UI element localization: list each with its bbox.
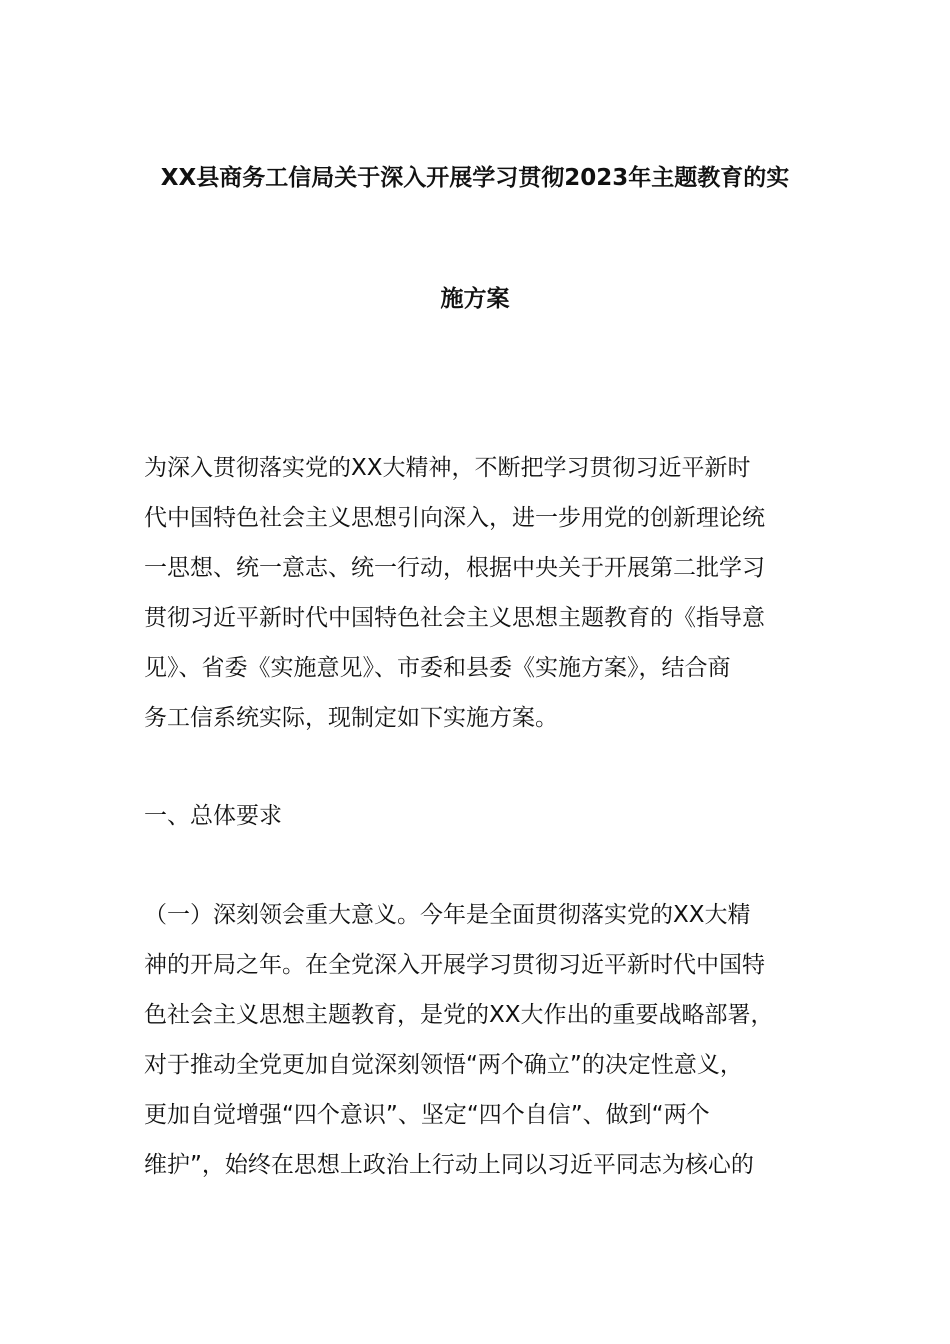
document-title-line-1: XX县商务工信局关于深入开展学习贯彻2023年主题教育的实 [160,165,790,191]
intro-paragraph-line: 代中国特色社会主义思想引向深入，进一步用党的创新理论统 [144,505,765,531]
intro-paragraph-line: 务工信系统实际，现制定如下实施方案。 [144,705,558,731]
subsection-paragraph-line: （一）深刻领会重大意义。今年是全面贯彻落实党的XX大精 [144,902,751,928]
intro-paragraph-line: 见》、省委《实施意见》、市委和县委《实施方案》，结合商 [144,655,731,681]
section-heading: 一、总体要求 [144,803,282,829]
intro-paragraph-line: 为深入贯彻落实党的XX大精神，不断把学习贯彻习近平新时 [144,455,751,481]
intro-paragraph-line: 一思想、统一意志、统一行动，根据中央关于开展第二批学习 [144,555,765,581]
subsection-paragraph-line: 更加自觉增强“四个意识”、坚定“四个自信”、做到“两个 [144,1102,710,1128]
subsection-paragraph-line: 色社会主义思想主题教育，是党的XX大作出的重要战略部署， [144,1002,774,1028]
subsection-paragraph-line: 对于推动全党更加自觉深刻领悟“两个确立”的决定性意义， [144,1052,743,1078]
subsection-paragraph-line: 维护”，始终在思想上政治上行动上同以习近平同志为核心的 [144,1152,754,1178]
intro-paragraph-line: 贯彻习近平新时代中国特色社会主义思想主题教育的《指导意 [144,605,765,631]
subsection-paragraph-line: 神的开局之年。在全党深入开展学习贯彻习近平新时代中国特 [144,952,765,978]
document-title-line-2: 施方案 [440,286,510,312]
